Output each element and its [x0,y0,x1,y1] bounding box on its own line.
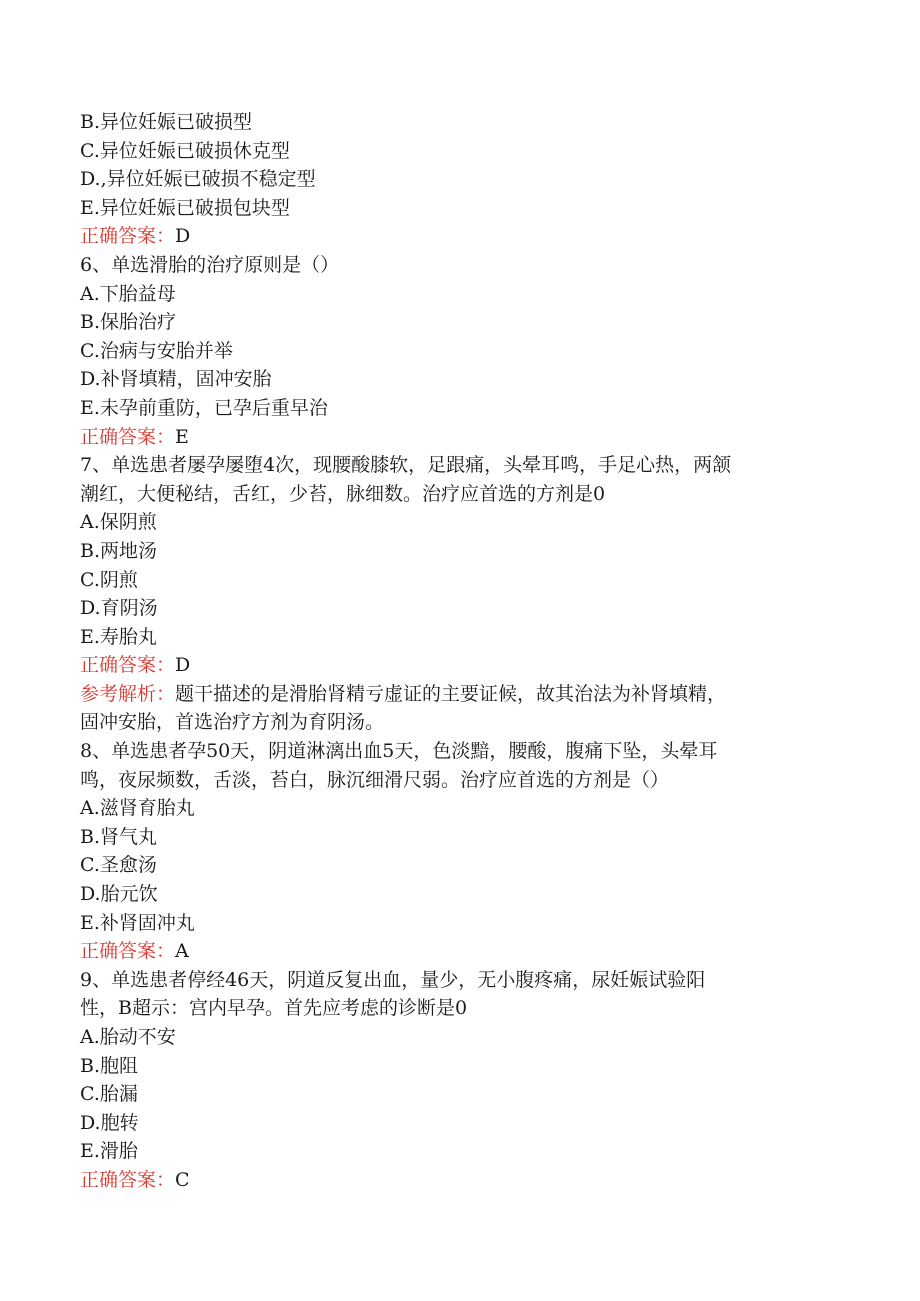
analysis-text: 题干描述的是滑胎肾精亏虚证的主要证候，故其治法为补肾填精， [175,682,727,705]
question-stem-line-2: 性，B超示：宫内早孕。首先应考虑的诊断是0 [80,997,468,1020]
correct-answer [80,423,840,452]
analysis-line-2: 固冲安胎，首选治疗方剂为育阴汤。 [80,711,385,734]
answer-value: E [175,425,189,448]
option-e: E.寿胎丸 [80,625,157,648]
correct-answer [80,937,840,966]
option-a: A.胎动不安 [80,1026,176,1048]
answer-label: 正确答案： [80,654,176,677]
question-9 [80,966,840,1195]
answer-value: D [175,654,191,677]
question-6 [80,251,840,451]
correct-answer [80,1166,840,1195]
option-c: C.异位妊娠已破损休克型 [80,139,290,162]
option-d: D.胎元饮 [80,883,158,906]
question-stem-line-2: 鸣，夜尿频数，舌淡，苔白，脉沉细滑尺弱。治疗应首选的方剂是（） [80,768,670,791]
option-c: C.阴煎 [80,568,138,591]
answer-label: 正确答案： [80,1168,176,1191]
answer-value: C [175,1168,190,1191]
option-c: C.治病与安胎并举 [80,339,233,362]
option-b: B.肾气丸 [80,825,158,848]
correct-answer [80,651,840,680]
option-d: D.,异位妊娠已破损不稳定型 [80,168,316,191]
option-b: B.胞阻 [80,1054,139,1077]
option-b: B.两地汤 [80,539,158,562]
option-c: C.圣愈汤 [80,854,157,877]
option-b: B.异位妊娠已破损型 [80,111,253,133]
option-e: E.异位妊娠已破损包块型 [80,196,290,219]
question-stem-line-2: 潮红，大便秘结，舌红，少苔，脉细数。治疗应首选的方剂是0 [80,482,606,505]
question-5 [80,108,840,251]
option-e: E.未孕前重防，已孕后重早治 [80,396,328,419]
option-d: D.育阴汤 [80,597,158,620]
question-stem: 6、单选滑胎的治疗原则是（） [80,253,340,276]
option-a: A.保阴煎 [80,511,157,534]
answer-value: D [175,225,191,248]
question-stem-line-1: 7、单选患者屡孕屡堕4次，现腰酸膝软，足跟痛，头晕耳鸣，手足心热，两颔 [80,454,732,477]
option-a: A.下胎益母 [80,282,176,305]
question-stem-line-1: 9、单选患者停经46天，阴道反复出血，量少，无小腹疼痛，尿妊娠试验阳 [80,968,706,991]
option-c: C.胎漏 [80,1083,138,1106]
answer-label: 正确答案： [80,225,176,248]
analysis-label: 参考解析： [80,682,176,705]
document-page [80,108,840,1195]
option-d: D.胞转 [80,1111,139,1134]
option-b: B.保胎治疗 [80,311,177,334]
answer-label: 正确答案： [80,940,176,963]
option-d: D.补肾填精，固冲安胎 [80,368,272,391]
answer-label: 正确答案： [80,425,176,448]
option-e: E.补肾固冲丸 [80,911,195,934]
question-8 [80,737,840,966]
question-7 [80,451,840,737]
correct-answer [80,222,840,251]
question-stem-line-1: 8、单选患者孕50天，阴道淋漓出血5天，色淡黯，腰酸，腹痛下坠，头晕耳 [80,740,718,763]
answer-value: A [175,940,189,963]
option-e: E.滑胎 [80,1140,138,1163]
analysis-line-1 [80,680,840,709]
option-a: A.滋肾育胎丸 [80,797,195,820]
